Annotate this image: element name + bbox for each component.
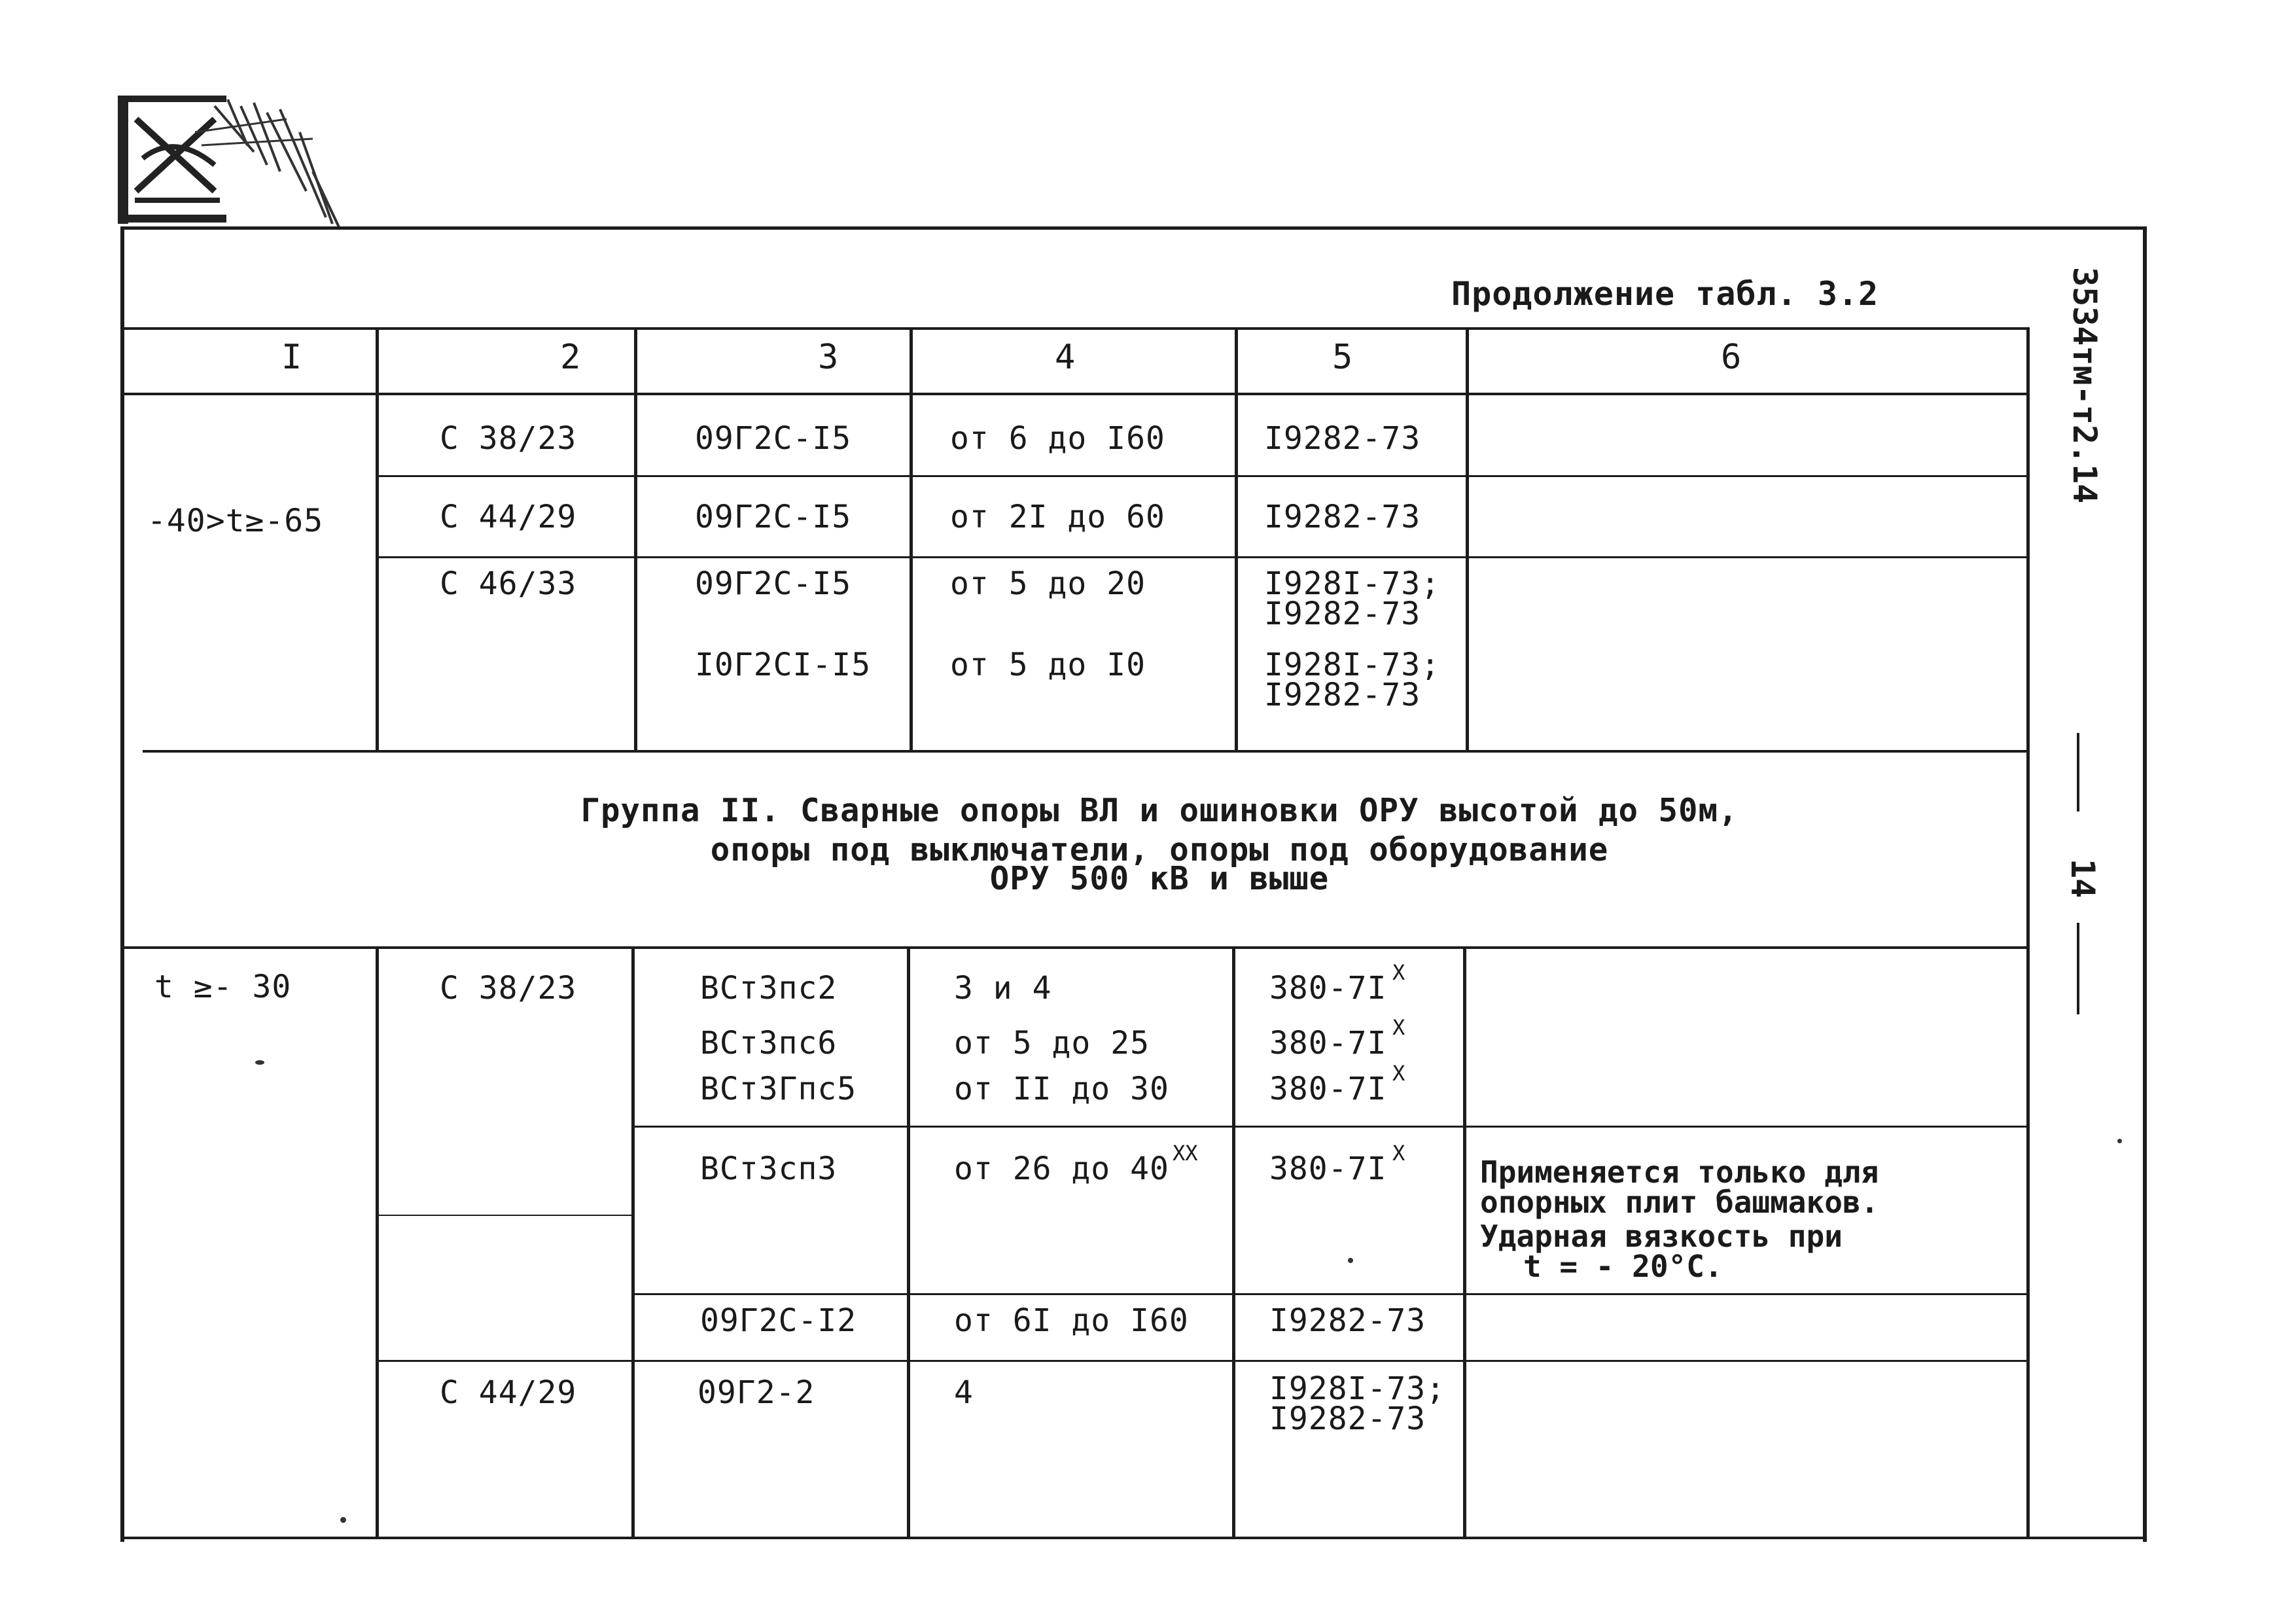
grade-cell: С 46/33 [440, 565, 577, 602]
scan-speck [1348, 1258, 1353, 1263]
table-top-line [124, 327, 2030, 330]
header-bottom-line [124, 393, 2030, 395]
standard-cell-line2: I9282-73 [1269, 1400, 1426, 1437]
frame-bottom-line [124, 1537, 2144, 1539]
table-right-line [2026, 327, 2030, 1538]
thickness-cell: от 26 до 40 [954, 1150, 1169, 1187]
scan-speck [340, 1517, 346, 1523]
note-line-3: Ударная вязкость при [1480, 1219, 1843, 1254]
standard-cell: I928I-73; [1264, 647, 1441, 683]
col-header-4: 4 [1055, 338, 1076, 377]
page-number: 14 [2064, 859, 2102, 899]
steel-cell: 09Г2С-I5 [695, 499, 852, 535]
row-line-g2-1 [631, 1126, 2028, 1128]
steel-cell: ВСт3сп3 [700, 1150, 838, 1187]
thickness-cell: от 6I до I60 [954, 1302, 1189, 1339]
frame-right-line [2143, 226, 2147, 1542]
standard-footnote-mark: X [1392, 1061, 1405, 1086]
group1-bottom-line [143, 750, 2028, 753]
group2-top-line [124, 946, 2028, 949]
scan-speck [255, 1060, 264, 1065]
frame-left-line [120, 226, 124, 1542]
page-number-rule-bottom [2077, 923, 2079, 1014]
standard-footnote-mark: X [1392, 1015, 1405, 1040]
standard-cell: 380-7I [1269, 1071, 1387, 1107]
standard-footnote-mark: X [1392, 1141, 1405, 1166]
row-line-g2-grade [378, 1215, 632, 1216]
col-header-3: 3 [818, 338, 839, 377]
group2-caption-line2: опоры под выключатели, опоры под оборудование [710, 831, 1609, 868]
steel-cell: ВСт3Гпс5 [700, 1071, 857, 1107]
steel-cell: 09Г2С-I2 [700, 1302, 857, 1339]
temperature-range: -40>t≥-65 [147, 503, 324, 539]
grade-cell: С 44/29 [440, 1374, 577, 1411]
col-sep-4 [1235, 327, 1238, 751]
standard-cell: I9282-73 [1269, 1302, 1426, 1339]
grade-cell: С 44/29 [440, 499, 577, 535]
group2-caption-line1: Группа II. Сварные опоры ВЛ и ошиновки ОРУ высотой до 50м, [580, 792, 1739, 829]
standard-cell-line2: I9282-73 [1264, 677, 1421, 713]
row-line-g2-2 [631, 1293, 2028, 1295]
frame-top-line [120, 226, 2146, 230]
col-sep-1b [376, 946, 379, 1538]
col-header-5: 5 [1332, 338, 1354, 377]
note-line-4: t = - 20°С. [1523, 1249, 1723, 1284]
thickness-footnote-mark: XX [1173, 1141, 1198, 1166]
row-line-g2-3 [376, 1360, 2028, 1362]
archive-stamp-logo [116, 93, 345, 229]
steel-cell: 09Г2С-I5 [695, 565, 852, 602]
col-sep-5b [1463, 946, 1466, 1538]
standard-cell: I928I-73; [1269, 1370, 1446, 1407]
steel-cell: ВСт3пс2 [700, 970, 838, 1007]
thickness-cell: 4 [954, 1374, 974, 1411]
steel-cell: 09Г2С-I5 [695, 420, 852, 457]
note-line-1: Применяется только для [1480, 1154, 1879, 1190]
thickness-cell: от 2I до 60 [950, 499, 1165, 535]
col-sep-1 [376, 327, 379, 751]
thickness-cell: от 6 до I60 [950, 420, 1165, 457]
thickness-cell: от 5 до 25 [954, 1025, 1150, 1061]
note-line-2: опорных плит башмаков. [1480, 1185, 1879, 1220]
col-sep-4b [1232, 946, 1235, 1538]
col-header-2: 2 [560, 338, 582, 377]
standard-cell: I9282-73 [1264, 499, 1421, 535]
steel-cell: 09Г2-2 [698, 1374, 815, 1411]
standard-cell: 380-7I [1269, 1150, 1387, 1187]
col-sep-2b [631, 946, 635, 1538]
standard-cell: 380-7I [1269, 970, 1387, 1007]
standard-footnote-mark: X [1392, 960, 1405, 985]
col-sep-2 [634, 327, 637, 751]
thickness-cell: 3 и 4 [954, 970, 1052, 1007]
steel-cell: I0Г2СI-I5 [695, 647, 872, 683]
standard-cell-line2: I9282-73 [1264, 596, 1421, 632]
thickness-cell: от II до 30 [954, 1071, 1169, 1107]
row-line-2 [376, 556, 2028, 558]
page-number-rule-top [2077, 733, 2079, 812]
col-sep-3 [910, 327, 913, 751]
steel-cell: ВСт3пс6 [700, 1025, 838, 1061]
group2-caption-line3: ОРУ 500 кВ и выше [989, 860, 1330, 897]
standard-cell: 380-7I [1269, 1025, 1387, 1061]
col-sep-3b [907, 946, 910, 1538]
col-header-1: I [281, 338, 303, 377]
scan-speck [2117, 1139, 2122, 1143]
document-code: 3534тм-т2.14 [2066, 267, 2104, 504]
temperature-limit: t ≥- 30 [154, 969, 292, 1005]
standard-cell: I928I-73; [1264, 565, 1441, 602]
thickness-cell: от 5 до 20 [950, 565, 1146, 602]
col-header-6: 6 [1721, 338, 1742, 377]
grade-cell: С 38/23 [440, 420, 577, 457]
col-sep-5 [1466, 327, 1469, 751]
row-line-1 [376, 475, 2028, 477]
grade-cell: С 38/23 [440, 970, 577, 1007]
continuation-label: Продолжение табл. 3.2 [1451, 275, 1879, 313]
thickness-cell: от 5 до I0 [950, 647, 1146, 683]
standard-cell: I9282-73 [1264, 420, 1421, 457]
